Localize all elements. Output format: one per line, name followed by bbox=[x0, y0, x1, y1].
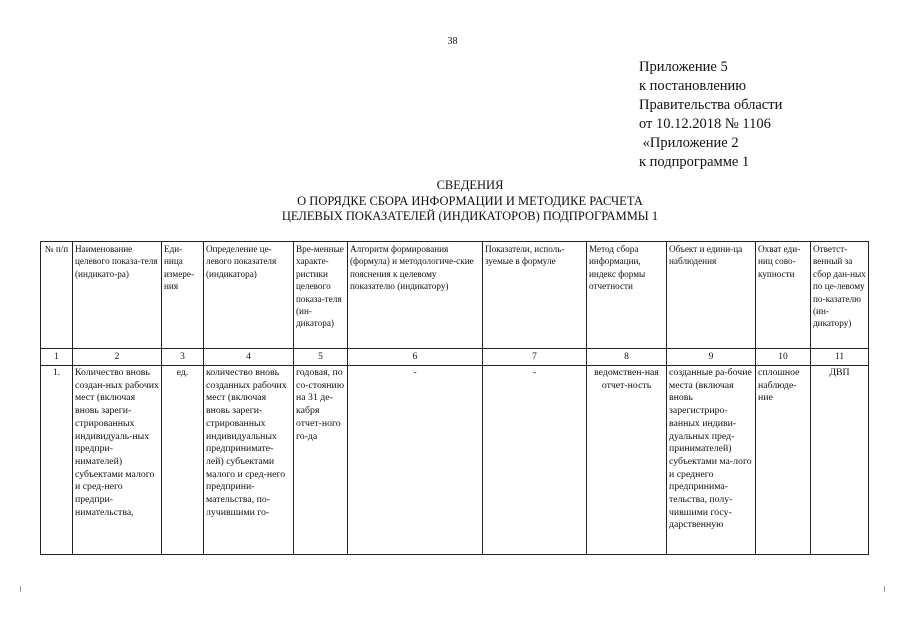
document-title bbox=[210, 178, 730, 225]
column-number: 2 bbox=[73, 349, 162, 366]
column-header: Определение це-левого показателя (индикатора) bbox=[204, 242, 294, 349]
coverage-cell: сплошное наблюде-ние bbox=[756, 366, 811, 555]
definition-cell: количество вновь созданных рабочих мест (включая вновь зареги-стрированных индивидуальных предпринимате-лей) субъектами малого и сред-него предприни-мательства, по-лучившими го- bbox=[204, 366, 294, 555]
scan-mark bbox=[20, 586, 21, 592]
unit-cell: ед. bbox=[162, 366, 204, 555]
title-line: СВЕДЕНИЯ bbox=[436, 178, 504, 192]
column-number: 9 bbox=[667, 349, 756, 366]
column-number: 10 bbox=[756, 349, 811, 366]
column-number: 11 bbox=[811, 349, 869, 366]
indicators-table bbox=[40, 241, 869, 555]
table-row bbox=[41, 366, 869, 555]
column-number: 6 bbox=[348, 349, 483, 366]
column-number: 5 bbox=[294, 349, 348, 366]
appendix-line: к подпрограмме 1 bbox=[639, 154, 750, 170]
table-header-row bbox=[41, 242, 869, 349]
appendix-line: Правительства области bbox=[639, 97, 783, 113]
column-number: 4 bbox=[204, 349, 294, 366]
appendix-line: «Приложение 2 bbox=[639, 135, 739, 151]
indicator-name: Количество вновь создан-ных рабочих мест (включая вновь зареги-стрированных индивидуаль-ных предпри-нимателей) субъектами малого и сред-него предпри-нимательства, bbox=[73, 366, 162, 555]
title-line: ЦЕЛЕВЫХ ПОКАЗАТЕЛЕЙ (ИНДИКАТОРОВ) ПОДПРОГРАММЫ 1 bbox=[281, 209, 659, 223]
row-number: 1. bbox=[41, 366, 73, 555]
column-header: Наименование целевого показа-теля (индикато-ра) bbox=[73, 242, 162, 349]
title-line: О ПОРЯДКЕ СБОРА ИНФОРМАЦИИ И МЕТОДИКЕ РАСЧЕТА bbox=[297, 193, 643, 208]
column-header: № п/п bbox=[41, 242, 73, 349]
column-header: Ответст-венный за сбор дан-ных по це-левому по-казателю (ин-дикатору) bbox=[811, 242, 869, 349]
column-header: Метод сбора информации, индекс формы отчетности bbox=[587, 242, 667, 349]
responsible-cell: ДВП bbox=[811, 366, 869, 555]
appendix-block bbox=[639, 58, 889, 172]
collection-method-cell: ведомствен-ная отчет-ность bbox=[587, 366, 667, 555]
column-number: 1 bbox=[41, 349, 73, 366]
column-number-row bbox=[41, 349, 869, 366]
column-header: Охват еди-ниц сово-купности bbox=[756, 242, 811, 349]
algorithm-cell: - bbox=[348, 366, 483, 555]
column-header: Показатели, исполь-зуемые в формуле bbox=[483, 242, 587, 349]
column-number: 7 bbox=[483, 349, 587, 366]
column-header: Алгоритм формирования (формула) и методологиче-ские пояснения к целевому показателю (индикатору) bbox=[348, 242, 483, 349]
column-header: Вре-менные характе-ристики целевого показа-теля (ин-дикатора) bbox=[294, 242, 348, 349]
time-characteristics-cell: годовая, по со-стоянию на 31 де-кабря отчет-ного го-да bbox=[294, 366, 348, 555]
appendix-line: к постановлению bbox=[639, 78, 747, 94]
column-header: Еди-ница измере-ния bbox=[162, 242, 204, 349]
scan-mark bbox=[884, 586, 885, 592]
appendix-line: от 10.12.2018 № 1106 bbox=[639, 116, 771, 132]
column-number: 3 bbox=[162, 349, 204, 366]
appendix-line: Приложение 5 bbox=[639, 59, 728, 75]
column-number: 8 bbox=[587, 349, 667, 366]
page-number: 38 bbox=[447, 36, 458, 47]
column-header: Объект и едини-ца наблюдения bbox=[667, 242, 756, 349]
observation-object-cell: созданные ра-бочие места (включая вновь зарегистриро-ванных индиви-дуальных пред-принимателей) субъектами ма-лого и среднего предпринима-тельства, полу-чившими госу-дарственную bbox=[667, 366, 756, 555]
formula-indicators-cell: - bbox=[483, 366, 587, 555]
